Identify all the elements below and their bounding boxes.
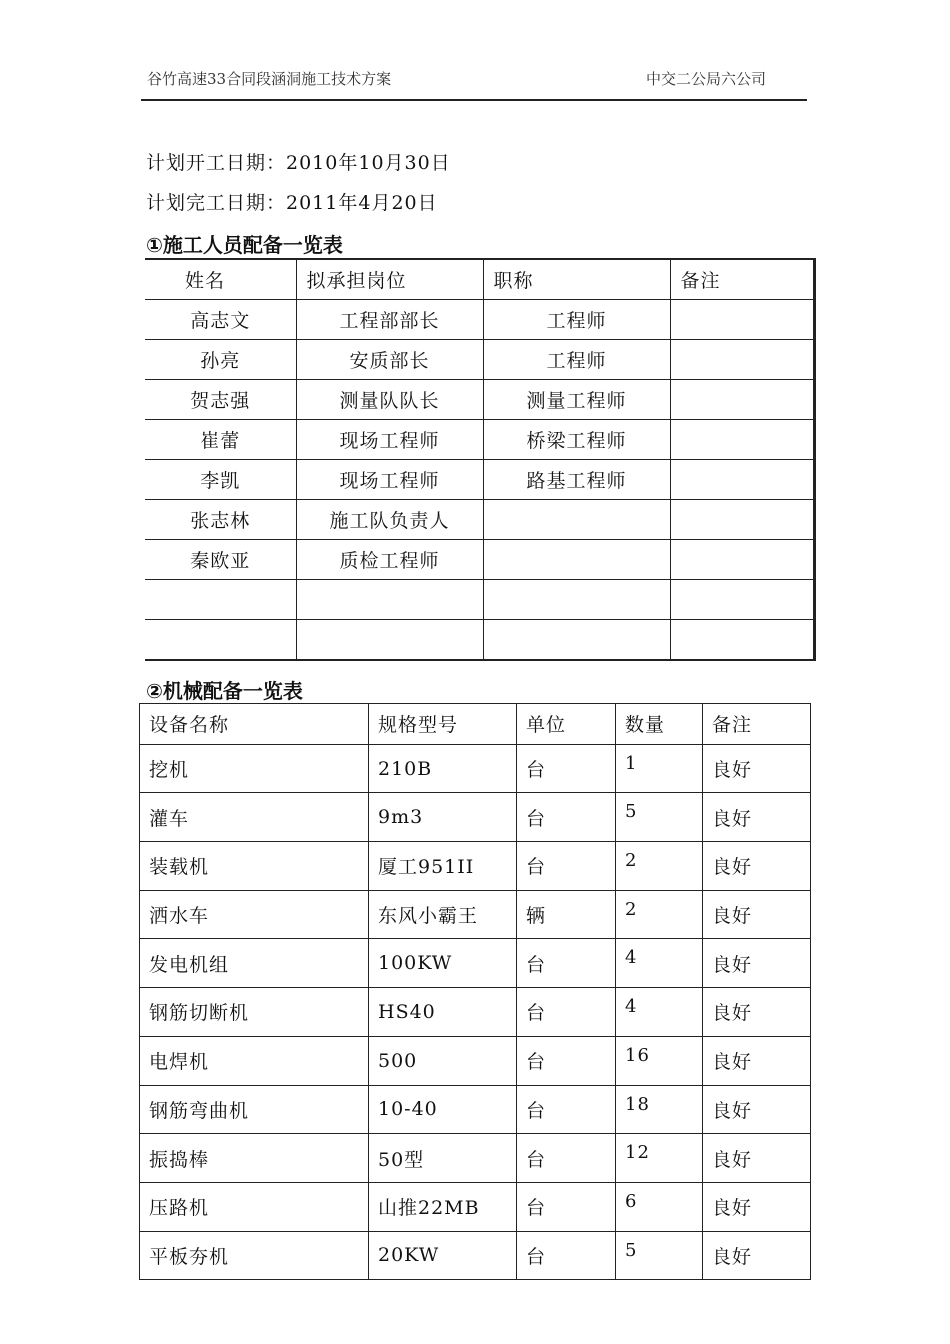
equipment-cell: 台 <box>517 988 616 1037</box>
equipment-cell: 装载机 <box>140 842 369 891</box>
personnel-cell: 现场工程师 <box>296 420 483 460</box>
equipment-header-cell: 设备名称 <box>140 704 369 745</box>
equipment-cell: 18 <box>616 1085 703 1134</box>
personnel-cell: 安质部长 <box>296 340 483 380</box>
header-divider <box>141 99 807 101</box>
personnel-cell <box>670 300 814 340</box>
personnel-cell: 孙亮 <box>145 340 296 380</box>
personnel-cell: 工程师 <box>483 340 670 380</box>
planned-end-date: 计划完工日期：2011年4月20日 <box>146 192 438 214</box>
personnel-header-cell: 职称 <box>483 259 670 300</box>
equipment-header-row <box>140 704 811 745</box>
personnel-cell <box>670 620 814 661</box>
equipment-row <box>140 793 811 842</box>
equipment-cell: 良好 <box>703 842 811 891</box>
personnel-cell <box>296 580 483 620</box>
equipment-cell: 台 <box>517 939 616 988</box>
equipment-row <box>140 842 811 891</box>
equipment-cell: 20KW <box>369 1231 517 1280</box>
personnel-table-title: ①施工人员配备一览表 <box>146 233 343 257</box>
personnel-row <box>145 580 814 620</box>
personnel-cell: 崔蕾 <box>145 420 296 460</box>
personnel-cell: 高志文 <box>145 300 296 340</box>
personnel-row <box>145 420 814 460</box>
equipment-cell: 10-40 <box>369 1085 517 1134</box>
personnel-cell <box>670 500 814 540</box>
personnel-row <box>145 380 814 420</box>
equipment-cell: 电焊机 <box>140 1036 369 1085</box>
equipment-cell: 100KW <box>369 939 517 988</box>
personnel-row <box>145 500 814 540</box>
personnel-cell <box>670 420 814 460</box>
personnel-cell <box>670 340 814 380</box>
equipment-cell: 钢筋切断机 <box>140 988 369 1037</box>
personnel-cell <box>483 500 670 540</box>
equipment-table-title: ②机械配备一览表 <box>146 679 303 703</box>
equipment-row <box>140 1036 811 1085</box>
personnel-cell <box>483 540 670 580</box>
equipment-cell: 9m3 <box>369 793 517 842</box>
personnel-cell <box>670 540 814 580</box>
equipment-cell: 台 <box>517 793 616 842</box>
personnel-header-cell: 备注 <box>670 259 814 300</box>
equipment-cell: 良好 <box>703 988 811 1037</box>
equipment-cell: 良好 <box>703 1036 811 1085</box>
equipment-cell: 5 <box>616 793 703 842</box>
equipment-cell: 挖机 <box>140 744 369 793</box>
equipment-cell: 山推22MB <box>369 1182 517 1231</box>
personnel-cell: 工程部部长 <box>296 300 483 340</box>
personnel-cell: 李凯 <box>145 460 296 500</box>
personnel-cell: 工程师 <box>483 300 670 340</box>
equipment-cell: 16 <box>616 1036 703 1085</box>
equipment-cell: 台 <box>517 842 616 891</box>
equipment-cell: 台 <box>517 1134 616 1183</box>
personnel-cell: 测量队队长 <box>296 380 483 420</box>
header-company-name: 中交二公局六公司 <box>646 70 767 88</box>
personnel-table <box>145 258 816 661</box>
equipment-row <box>140 1182 811 1231</box>
personnel-row <box>145 620 814 661</box>
personnel-cell: 张志林 <box>145 500 296 540</box>
personnel-row <box>145 340 814 380</box>
personnel-cell <box>145 580 296 620</box>
equipment-row <box>140 1085 811 1134</box>
personnel-cell: 测量工程师 <box>483 380 670 420</box>
equipment-cell: 良好 <box>703 793 811 842</box>
equipment-cell: 良好 <box>703 1085 811 1134</box>
equipment-cell: 良好 <box>703 1134 811 1183</box>
personnel-cell <box>670 580 814 620</box>
equipment-cell: 洒水车 <box>140 890 369 939</box>
equipment-cell: 良好 <box>703 744 811 793</box>
personnel-cell <box>145 620 296 661</box>
personnel-cell <box>483 620 670 661</box>
equipment-row <box>140 988 811 1037</box>
personnel-cell: 秦欧亚 <box>145 540 296 580</box>
equipment-cell: 12 <box>616 1134 703 1183</box>
equipment-cell: 良好 <box>703 1231 811 1280</box>
equipment-header-cell: 数量 <box>616 704 703 745</box>
equipment-cell: 台 <box>517 1085 616 1134</box>
equipment-cell: 辆 <box>517 890 616 939</box>
equipment-cell: 5 <box>616 1231 703 1280</box>
equipment-cell: 良好 <box>703 939 811 988</box>
equipment-cell: 台 <box>517 1036 616 1085</box>
equipment-cell: 良好 <box>703 890 811 939</box>
equipment-table <box>139 703 811 1280</box>
personnel-header-row <box>145 259 814 300</box>
equipment-row <box>140 1134 811 1183</box>
personnel-cell: 桥梁工程师 <box>483 420 670 460</box>
personnel-row <box>145 540 814 580</box>
equipment-cell: 台 <box>517 1182 616 1231</box>
equipment-row <box>140 744 811 793</box>
equipment-cell: 钢筋弯曲机 <box>140 1085 369 1134</box>
personnel-cell <box>670 460 814 500</box>
equipment-cell: 平板夯机 <box>140 1231 369 1280</box>
equipment-row <box>140 1231 811 1280</box>
equipment-cell: 台 <box>517 744 616 793</box>
equipment-cell: 500 <box>369 1036 517 1085</box>
equipment-cell: 东风小霸王 <box>369 890 517 939</box>
equipment-header-cell: 规格型号 <box>369 704 517 745</box>
equipment-header-cell: 单位 <box>517 704 616 745</box>
personnel-cell: 现场工程师 <box>296 460 483 500</box>
personnel-cell: 贺志强 <box>145 380 296 420</box>
personnel-cell: 路基工程师 <box>483 460 670 500</box>
personnel-cell: 质检工程师 <box>296 540 483 580</box>
equipment-cell: 1 <box>616 744 703 793</box>
equipment-cell: 50型 <box>369 1134 517 1183</box>
equipment-header-cell: 备注 <box>703 704 811 745</box>
personnel-cell <box>296 620 483 661</box>
personnel-cell <box>670 380 814 420</box>
equipment-cell: 2 <box>616 842 703 891</box>
equipment-cell: 6 <box>616 1182 703 1231</box>
equipment-cell: 210B <box>369 744 517 793</box>
equipment-cell: 良好 <box>703 1182 811 1231</box>
equipment-cell: 台 <box>517 1231 616 1280</box>
personnel-row <box>145 460 814 500</box>
equipment-cell: 2 <box>616 890 703 939</box>
equipment-cell: 4 <box>616 988 703 1037</box>
header-document-title: 谷竹高速33合同段涵洞施工技术方案 <box>147 70 392 88</box>
equipment-row <box>140 890 811 939</box>
personnel-cell <box>483 580 670 620</box>
equipment-cell: 压路机 <box>140 1182 369 1231</box>
equipment-cell: 灌车 <box>140 793 369 842</box>
personnel-header-cell: 拟承担岗位 <box>296 259 483 300</box>
personnel-row <box>145 300 814 340</box>
equipment-cell: HS40 <box>369 988 517 1037</box>
equipment-cell: 发电机组 <box>140 939 369 988</box>
personnel-cell: 施工队负责人 <box>296 500 483 540</box>
personnel-header-cell: 姓名 <box>145 259 296 300</box>
equipment-cell: 厦工951II <box>369 842 517 891</box>
equipment-row <box>140 939 811 988</box>
equipment-cell: 振捣棒 <box>140 1134 369 1183</box>
planned-start-date: 计划开工日期：2010年10月30日 <box>146 152 451 174</box>
equipment-cell: 4 <box>616 939 703 988</box>
